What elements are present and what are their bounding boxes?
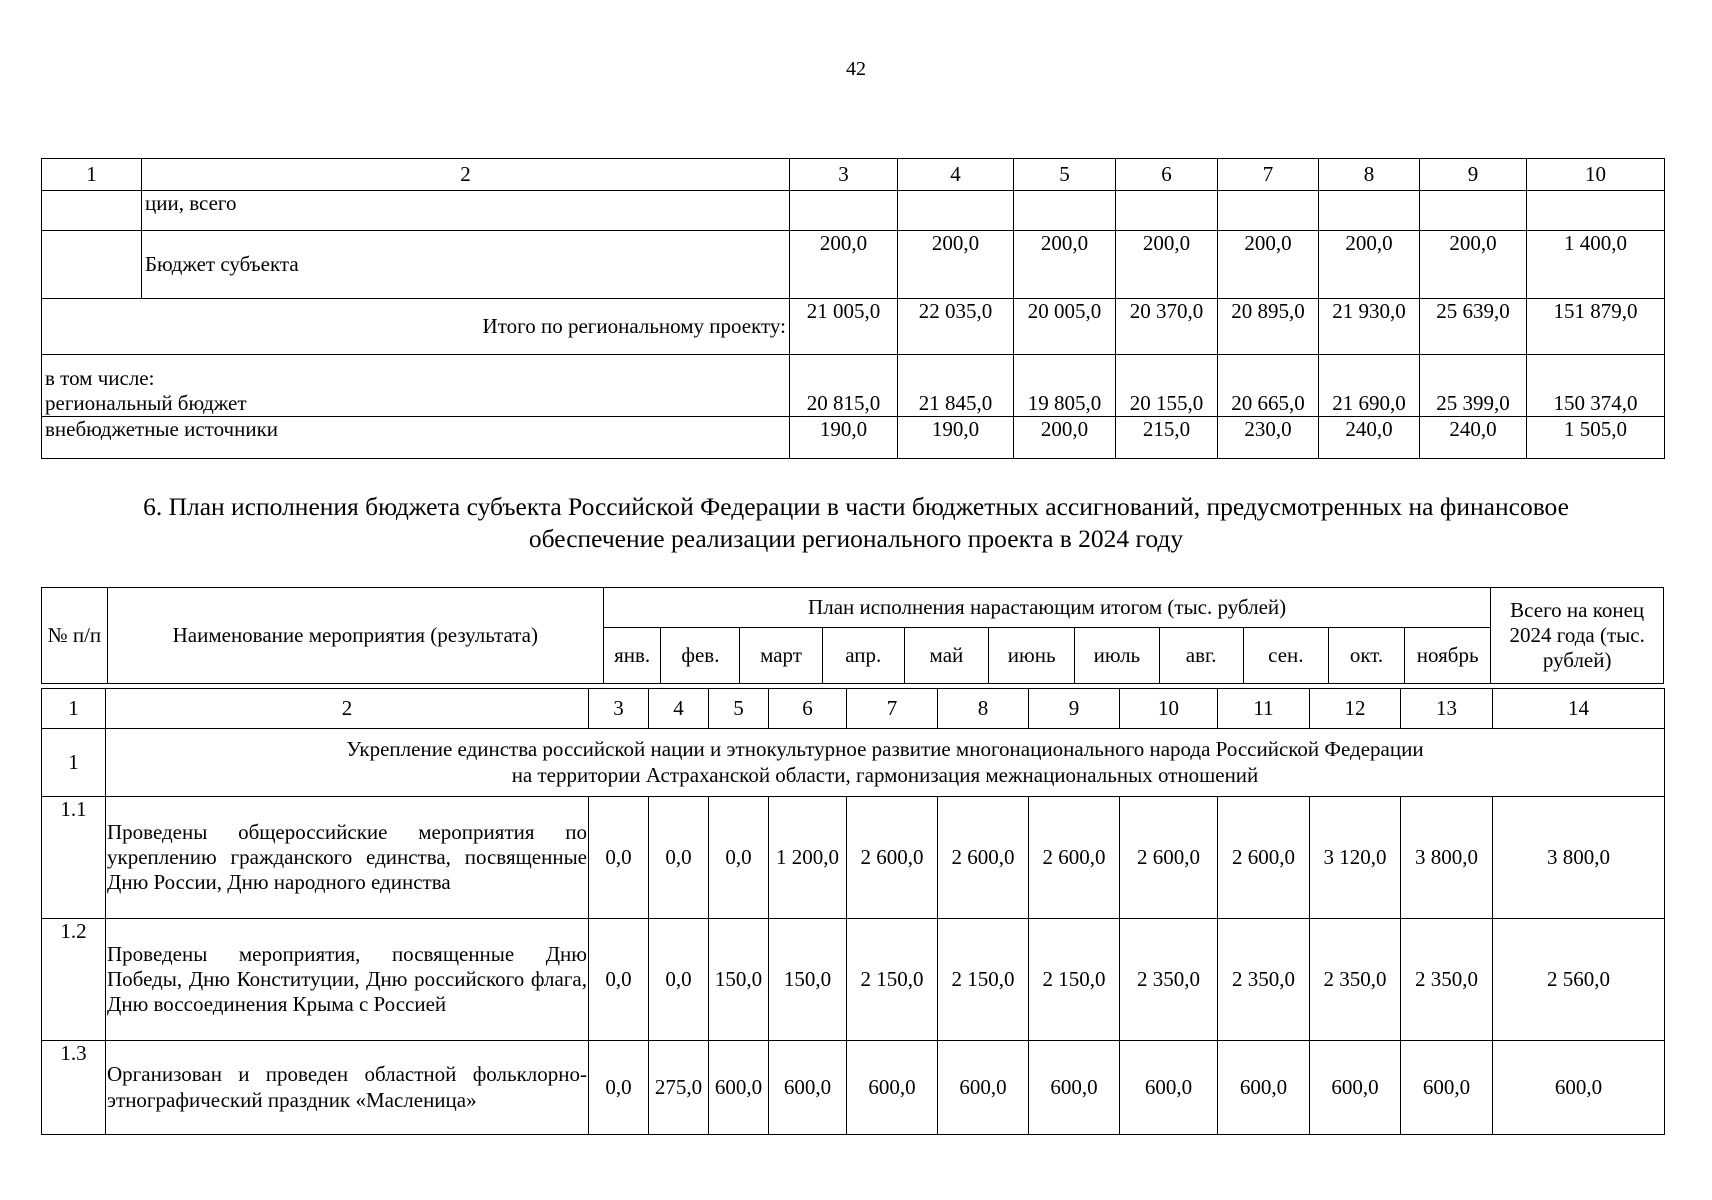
- table2-group-num: 1: [42, 729, 106, 797]
- table1-cell: [1319, 191, 1420, 231]
- table2-value: 2 150,0: [847, 919, 938, 1041]
- table2-value: 2 350,0: [1120, 919, 1218, 1041]
- table1-cell: 200,0: [1420, 231, 1527, 299]
- budget-plan-table-header: [41, 587, 1664, 684]
- table2-col-number: 13: [1401, 689, 1493, 729]
- table1-cell: 240,0: [1319, 417, 1420, 459]
- table2-col-number: 1: [42, 689, 106, 729]
- table2-value: 2 600,0: [1029, 797, 1120, 919]
- table1-row-regional: [42, 355, 1665, 417]
- table2-col-number: 9: [1029, 689, 1120, 729]
- table1-cell: [1527, 191, 1665, 231]
- table1-cell: [898, 191, 1014, 231]
- table2-group-title: [106, 729, 1665, 797]
- table2-value: 600,0: [1218, 1041, 1310, 1135]
- table2-head-plan: План исполнения нарастающим итогом (тыс. рублей): [603, 588, 1490, 628]
- regional-budget-label: региональный бюджет: [45, 390, 247, 415]
- table2-value: 150,0: [709, 919, 769, 1041]
- table1-cell: [1014, 191, 1116, 231]
- table1-row-label: Бюджет субъекта: [142, 231, 790, 299]
- table2-value: 600,0: [1120, 1041, 1218, 1135]
- table2-col-number: 7: [847, 689, 938, 729]
- table2-value: 0,0: [589, 919, 649, 1041]
- table2-row-1-1: [42, 797, 1665, 919]
- table1-cell: 19 805,0: [1014, 355, 1116, 417]
- table2-value: 2 600,0: [1218, 797, 1310, 919]
- table1-cell: 200,0: [1116, 231, 1218, 299]
- table2-col-number: 2: [106, 689, 589, 729]
- section-title-line: обеспечение реализации регионального проекта в 2024 году: [528, 524, 1184, 553]
- section-title-line: 6. План исполнения бюджета субъекта Российской Федерации в части бюджетных ассигнований, предусмотренных на финансовое: [143, 492, 1569, 521]
- table1-cell: 151 879,0: [1527, 299, 1665, 355]
- table1-cell: 200,0: [898, 231, 1014, 299]
- table1-col-header: 6: [1116, 159, 1218, 191]
- table2-month-jul: июль: [1075, 628, 1159, 684]
- table2-row-num: 1.3: [42, 1041, 106, 1135]
- table1-cell: 1 505,0: [1527, 417, 1665, 459]
- table2-value: 2 150,0: [1029, 919, 1120, 1041]
- table2-row-name: Организован и проведен областной фольклорно-этнографический праздник «Масленица»: [106, 1041, 589, 1135]
- table1-col-header: 7: [1218, 159, 1319, 191]
- table2-col-number: 8: [938, 689, 1029, 729]
- table2-value: 2 600,0: [938, 797, 1029, 919]
- table2-header-row1: [42, 588, 1664, 628]
- table1-cell: 200,0: [1014, 417, 1116, 459]
- table2-col-number: 10: [1120, 689, 1218, 729]
- table1-cell: 20 895,0: [1218, 299, 1319, 355]
- table2-month-aug: авг.: [1159, 628, 1243, 684]
- table1-cell: 21 930,0: [1319, 299, 1420, 355]
- table2-month-jan: янв.: [603, 628, 661, 684]
- table2-month-jun: июнь: [989, 628, 1075, 684]
- table1-cell: 190,0: [790, 417, 898, 459]
- group-title-line: Укрепление единства российской нации и этнокультурное развитие многонационального народа Российской Федерации: [346, 737, 1424, 762]
- table2-value: 600,0: [1029, 1041, 1120, 1135]
- table1-cell: 190,0: [898, 417, 1014, 459]
- table2-value: 2 600,0: [1120, 797, 1218, 919]
- table2-total: 3 800,0: [1493, 797, 1665, 919]
- table1-cell: 215,0: [1116, 417, 1218, 459]
- table2-month-nov: ноябрь: [1404, 628, 1490, 684]
- table1-cell: 21 005,0: [790, 299, 898, 355]
- table1-cell: 200,0: [790, 231, 898, 299]
- table2-row-num: 1.1: [42, 797, 106, 919]
- table2-value: 0,0: [649, 919, 709, 1041]
- table2-row-name: Проведены общероссийские мероприятия по укреплению гражданского единства, посвященные Дню России, Дню народного единства: [106, 797, 589, 919]
- table2-total: 2 560,0: [1493, 919, 1665, 1041]
- table1-cell: [790, 191, 898, 231]
- table1-col-header: 4: [898, 159, 1014, 191]
- table1-cell: 20 370,0: [1116, 299, 1218, 355]
- table1-cell: 25 639,0: [1420, 299, 1527, 355]
- table2-value: 2 600,0: [847, 797, 938, 919]
- table1-total-label: Итого по региональному проекту:: [42, 299, 790, 355]
- table1-col-header: 1: [42, 159, 142, 191]
- table2-value: 600,0: [938, 1041, 1029, 1135]
- table1-cell-empty: [42, 231, 142, 299]
- table1-cell: 200,0: [1218, 231, 1319, 299]
- section-title: [40, 491, 1672, 555]
- table2-value: 275,0: [649, 1041, 709, 1135]
- table1-cell: 200,0: [1014, 231, 1116, 299]
- table2-value: 0,0: [589, 797, 649, 919]
- table1-cell: [1116, 191, 1218, 231]
- budget-plan-table: [41, 688, 1665, 1135]
- table1-cell: 20 815,0: [790, 355, 898, 417]
- table1-cell: 20 005,0: [1014, 299, 1116, 355]
- table2-value: 600,0: [709, 1041, 769, 1135]
- table2-head-total: Всего на конец 2024 года (тыс. рублей): [1491, 588, 1664, 684]
- table1-cell: [1420, 191, 1527, 231]
- table1-col-header: 3: [790, 159, 898, 191]
- table2-value: 2 350,0: [1218, 919, 1310, 1041]
- table2-month-feb: фев.: [661, 628, 740, 684]
- table2-row-1-3: [42, 1041, 1665, 1135]
- table2-value: 2 350,0: [1310, 919, 1401, 1041]
- table2-value: 0,0: [589, 1041, 649, 1135]
- table2-value: 600,0: [1310, 1041, 1401, 1135]
- table1-cell: 1 400,0: [1527, 231, 1665, 299]
- table1-cell: 21 845,0: [898, 355, 1014, 417]
- table2-value: 2 350,0: [1401, 919, 1493, 1041]
- including-label: в том числе:: [45, 365, 155, 390]
- table1-col-header: 5: [1014, 159, 1116, 191]
- table1-cell: 21 690,0: [1319, 355, 1420, 417]
- table1-cell: 25 399,0: [1420, 355, 1527, 417]
- table2-value: 0,0: [649, 797, 709, 919]
- table2-col-number: 14: [1493, 689, 1665, 729]
- table1-cell: 200,0: [1319, 231, 1420, 299]
- table2-value: 1 200,0: [769, 797, 847, 919]
- table1-col-header: 9: [1420, 159, 1527, 191]
- table1-header-row: [42, 159, 1665, 191]
- table2-row-name: Проведены мероприятия, посвященные Дню Победы, Дню Конституции, Дню российского флага, Дню воссоединения Крыма с Россией: [106, 919, 589, 1041]
- table2-value: 2 150,0: [938, 919, 1029, 1041]
- table1-row-funding-all: [42, 191, 1665, 231]
- table2-col-number: 5: [709, 689, 769, 729]
- table1-row-subject-budget: [42, 231, 1665, 299]
- table1-col-header: 2: [142, 159, 790, 191]
- table2-col-number: 12: [1310, 689, 1401, 729]
- table1-row-offbudget: [42, 417, 1665, 459]
- table1-cell: 20 155,0: [1116, 355, 1218, 417]
- table2-col-number: 6: [769, 689, 847, 729]
- table2-value: 150,0: [769, 919, 847, 1041]
- table1-row-label: ции, всего: [142, 191, 790, 231]
- table1-cell: 20 665,0: [1218, 355, 1319, 417]
- table1-offbudget-label: внебюджетные источники: [42, 417, 790, 459]
- table1-regional-label-cell: [42, 355, 790, 417]
- table2-month-apr: апр.: [822, 628, 904, 684]
- table2-group-row: [42, 729, 1665, 797]
- table2-col-number-row: [42, 689, 1665, 729]
- table2-total: 600,0: [1493, 1041, 1665, 1135]
- table2-month-mar: март: [740, 628, 822, 684]
- table2-month-oct: окт.: [1328, 628, 1404, 684]
- table1-cell: 22 035,0: [898, 299, 1014, 355]
- table1-cell: 150 374,0: [1527, 355, 1665, 417]
- table2-value: 600,0: [847, 1041, 938, 1135]
- table2-value: 3 800,0: [1401, 797, 1493, 919]
- page-number: 42: [846, 58, 866, 80]
- table2-value: 600,0: [769, 1041, 847, 1135]
- table2-month-sep: сен.: [1243, 628, 1328, 684]
- table2-value: 0,0: [709, 797, 769, 919]
- group-title-line: на территории Астраханской области, гармонизация межнациональных отношений: [511, 762, 1259, 787]
- table1-cell: [1218, 191, 1319, 231]
- table2-row-1-2: [42, 919, 1665, 1041]
- table2-month-may: май: [904, 628, 988, 684]
- table2-value: 3 120,0: [1310, 797, 1401, 919]
- table2-head-name: Наименование мероприятия (результата): [107, 588, 603, 684]
- table1-row-total: [42, 299, 1665, 355]
- table2-col-number: 11: [1218, 689, 1310, 729]
- table2-value: 600,0: [1401, 1041, 1493, 1135]
- table2-col-number: 3: [589, 689, 649, 729]
- table1-cell: 230,0: [1218, 417, 1319, 459]
- table2-row-num: 1.2: [42, 919, 106, 1041]
- table1-col-header: 8: [1319, 159, 1420, 191]
- financing-continuation-table: [41, 158, 1665, 459]
- table2-col-number: 4: [649, 689, 709, 729]
- table1-col-header: 10: [1527, 159, 1665, 191]
- table1-cell: 240,0: [1420, 417, 1527, 459]
- table1-cell-empty: [42, 191, 142, 231]
- table2-head-num: № п/п: [42, 588, 108, 684]
